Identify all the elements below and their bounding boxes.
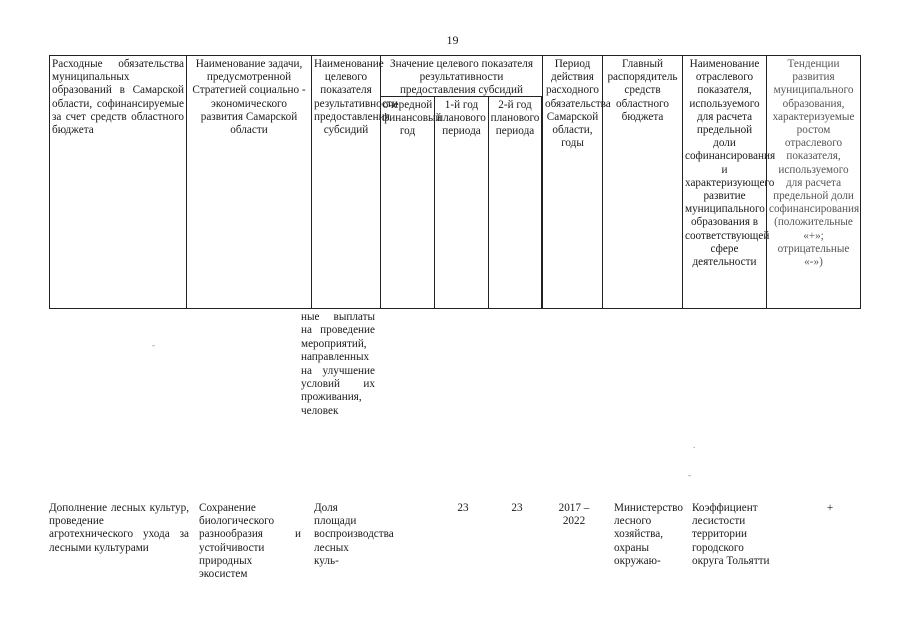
- row-value-year1: 23: [457, 502, 469, 514]
- header-col-indicator-value: Значение целевого показателя результативности предоставления субсидий: [390, 58, 533, 97]
- page-number: 19: [446, 33, 459, 47]
- row-trend: +: [826, 502, 834, 514]
- header-sub-plan-year-2: 2-й год планового периода: [489, 97, 542, 308]
- header-table: [49, 55, 861, 309]
- row-indicator: Доля площади воспроизводства лесных куль-: [314, 502, 394, 567]
- header-col-trend: Тенденции развития муниципального образования, характеризуемые ростом отраслевого показателя, используемого для расчета предельной доли софинансирования (положительные «+»; отрицательные «-»): [769, 58, 860, 269]
- continuation-text: ные выплаты на проведение мероприятий, направленных на улучшение условий их проживания, человек: [301, 311, 375, 417]
- row-expense: Дополнение лесных культур, проведение агротехнического ухода за лесными культурами: [49, 502, 189, 554]
- row-task: Сохранение биологического разнообразия и устойчивости природных экосистем: [199, 502, 301, 581]
- scan-speck: -: [152, 340, 155, 350]
- row-period: 2017 – 2022: [558, 502, 590, 528]
- header-col-expenses: Расходные обязательства муниципальных образований в Самарской области, софинансируемые за счет средств областного бюджета: [50, 56, 187, 308]
- header-col-period: Период действия расходного обязательства Самарской области, годы: [542, 56, 603, 308]
- scan-speck: .: [693, 440, 696, 450]
- header-col-sector-indicator: Наименование отраслевого показателя, используемого для расчета предельной доли софинансирования и характеризующего развитие муниципального образования в соответствующей сфере деятельности: [683, 56, 767, 308]
- header-sub-plan-year-1: 1-й год планового периода: [435, 97, 489, 308]
- row-value-year2: 23: [511, 502, 523, 514]
- row-sector-indicator: Коэффициент лесистости территории городского округа Тольятти: [692, 502, 770, 567]
- header-col-manager: Главный распорядитель средств областного бюджета: [603, 56, 683, 308]
- header-sub-current-year: очередной финансовый год: [381, 97, 435, 308]
- header-col-indicator-name: Наименование целевого показателя результативности предоставления субсидий: [312, 56, 381, 308]
- header-col-task: Наименование задачи, предусмотренной Стратегией социально - экономического развития Самарской области: [187, 56, 312, 308]
- scan-speck: -: [688, 470, 691, 480]
- row-ministry: Министерство лесного хозяйства, охраны окружаю-: [614, 502, 683, 567]
